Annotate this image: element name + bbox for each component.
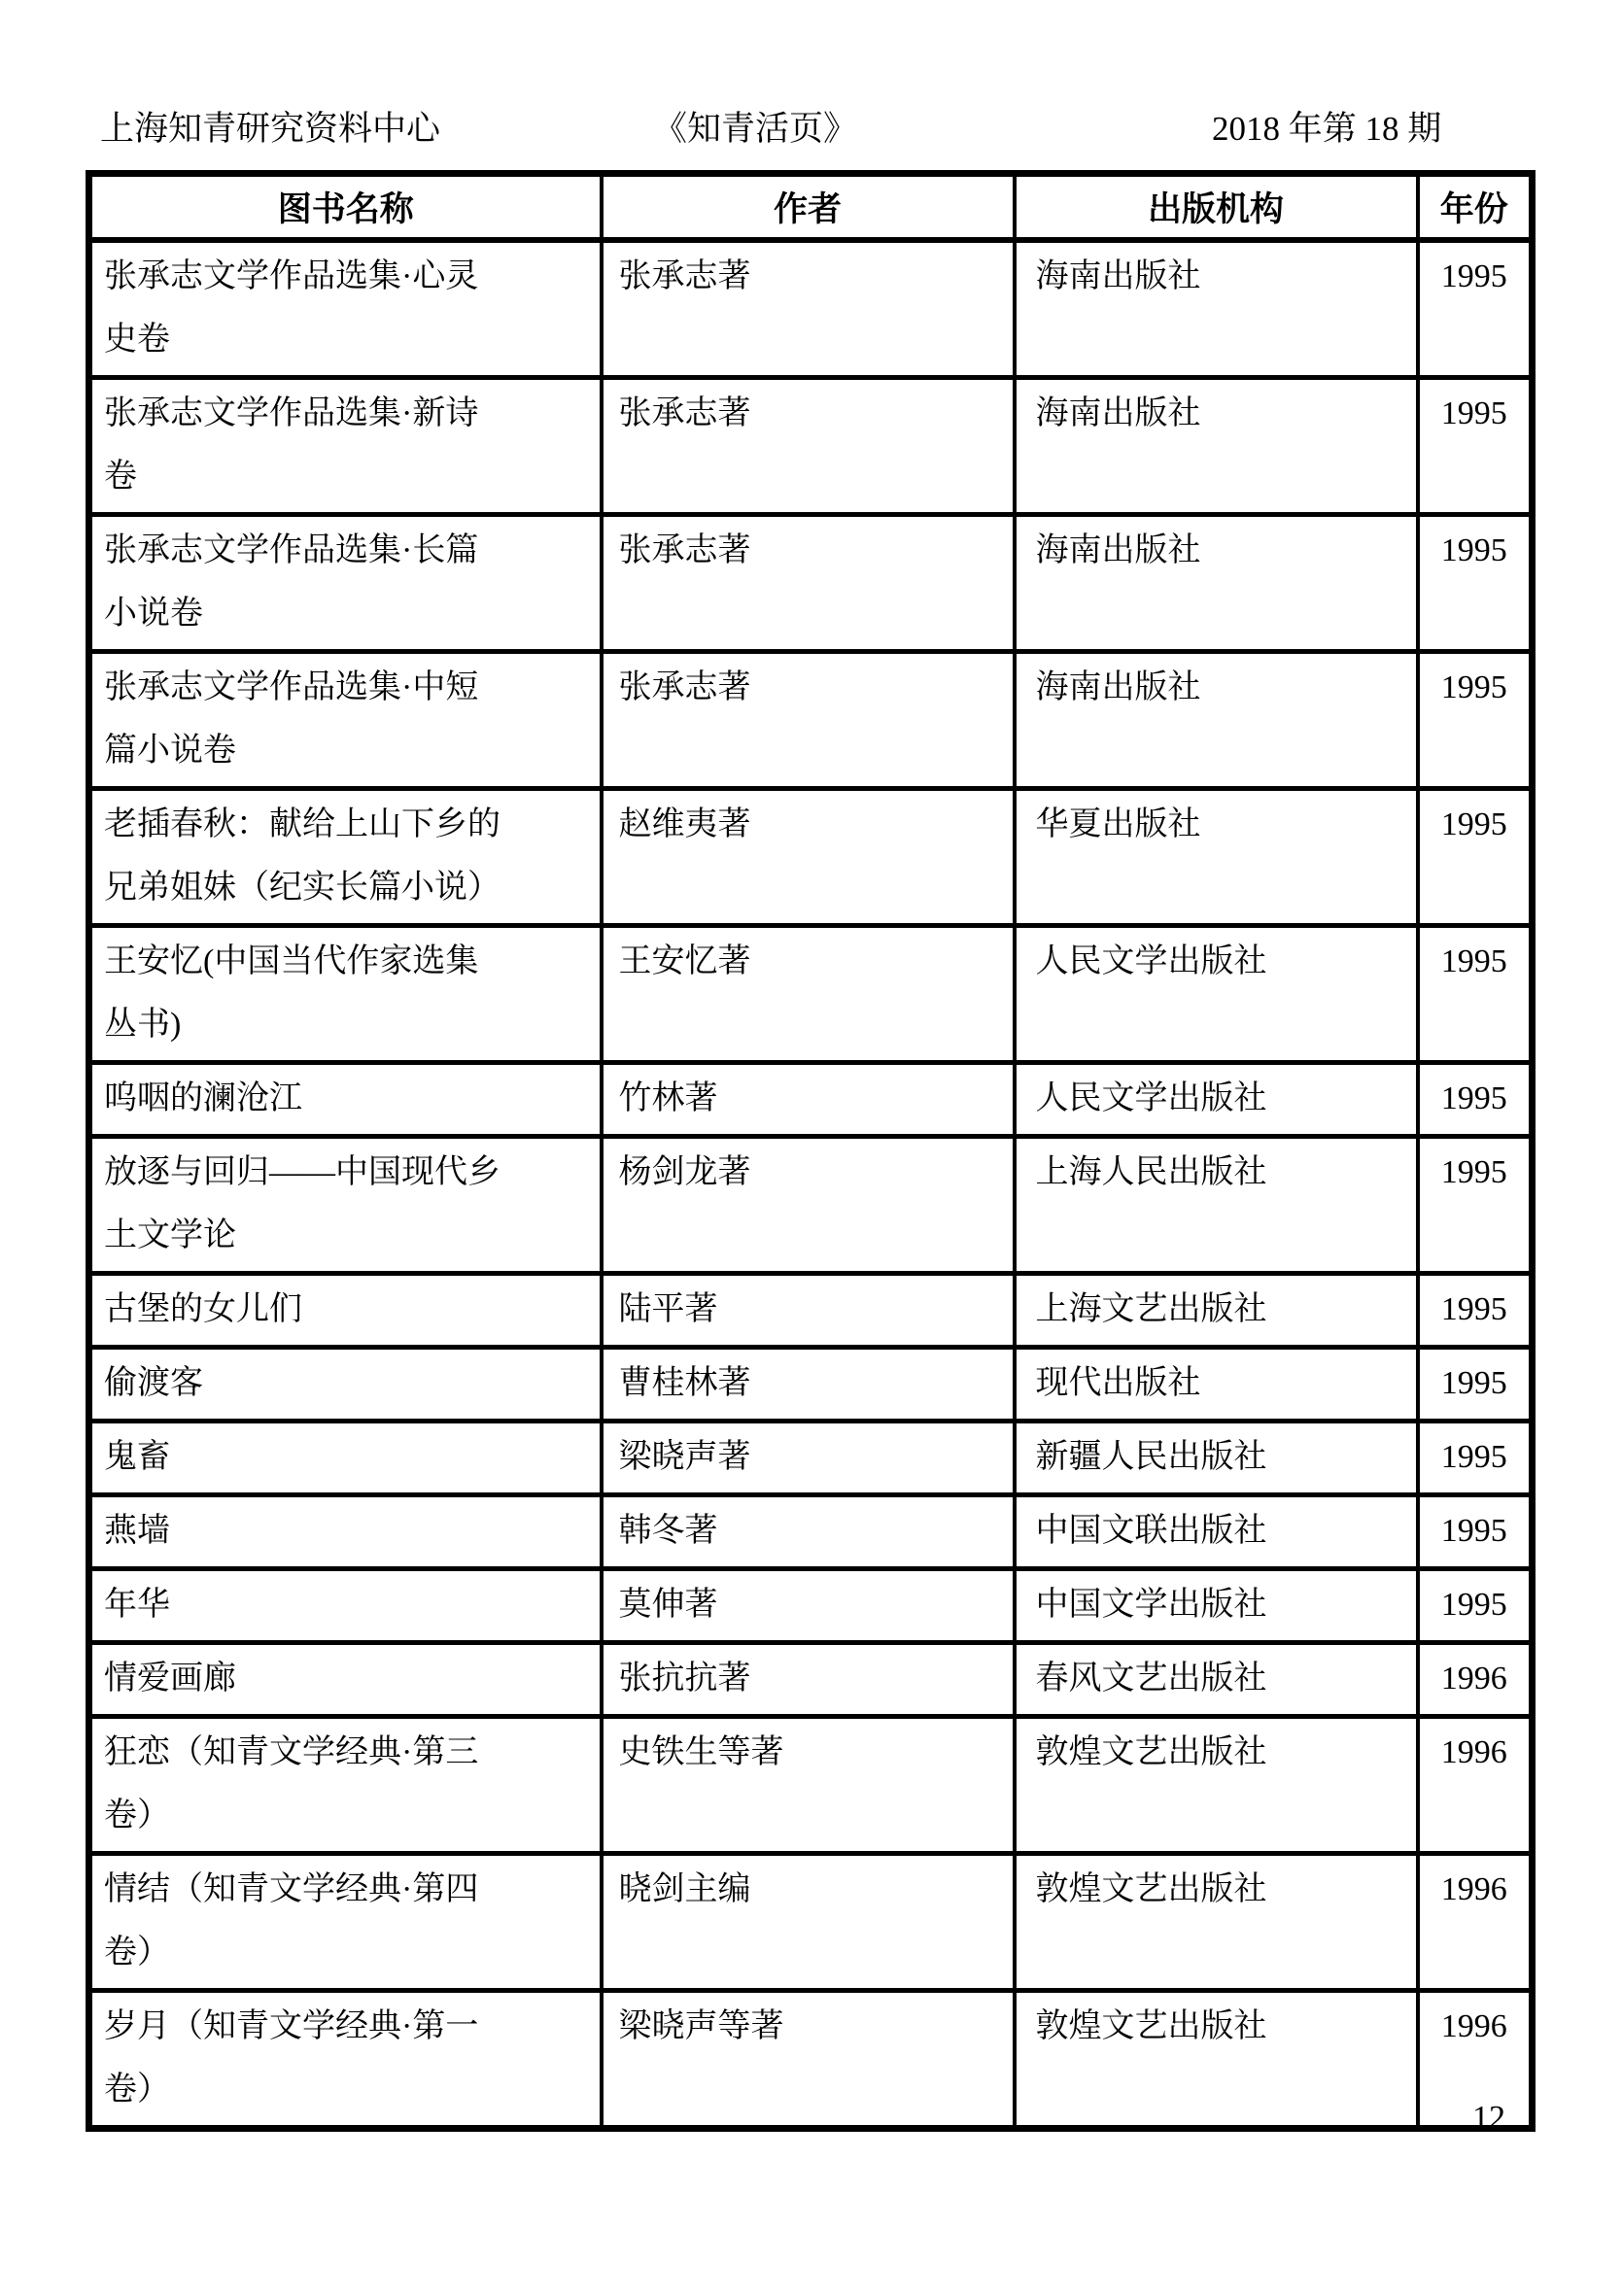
book-publisher-cell: 中国文学出版社 (1015, 1569, 1418, 1643)
book-title: 张承志文学作品选集·长篇小说卷 (104, 532, 479, 632)
column-header-title: 图书名称 (89, 174, 602, 241)
page-number: 12 (1472, 2100, 1505, 2136)
book-year-cell: 1995 (1418, 378, 1533, 515)
book-publisher-cell: 海南出版社 (1015, 240, 1418, 378)
table-row (89, 1569, 1533, 1643)
book-year-cell: 1995 (1418, 789, 1533, 926)
book-publisher-cell: 海南出版社 (1015, 378, 1418, 515)
book-year-cell: 1995 (1418, 926, 1533, 1063)
book-title-cell (89, 1348, 602, 1422)
book-title: 老插春秋：献给上山下乡的兄弟姐妹（纪实长篇小说） (104, 806, 500, 906)
table-row (89, 1854, 1533, 1991)
book-title: 燕墙 (104, 1513, 170, 1549)
book-author-cell: 张抗抗著 (602, 1643, 1015, 1717)
book-year-cell: 1995 (1418, 1422, 1533, 1495)
header-issue-info: 2018 年第 18 期 (1212, 110, 1442, 148)
book-title-cell (89, 1495, 602, 1569)
table-row (89, 1274, 1533, 1348)
book-title: 鬼畜 (104, 1439, 170, 1475)
book-year-cell: 1995 (1418, 515, 1533, 652)
table-row (89, 1717, 1533, 1854)
column-header-year: 年份 (1418, 174, 1533, 241)
book-author-cell: 韩冬著 (602, 1495, 1015, 1569)
table-row (89, 1991, 1533, 2129)
table-row (89, 1422, 1533, 1495)
book-title: 呜咽的澜沧江 (104, 1080, 302, 1116)
book-title-cell (89, 1274, 602, 1348)
book-title-cell (89, 1643, 602, 1717)
header-publication-title: 《知青活页》 (653, 110, 858, 148)
book-title-cell (89, 378, 602, 515)
books-table (86, 170, 1536, 2132)
book-year-cell: 1995 (1418, 1063, 1533, 1137)
header-center-name: 上海知青研究资料中心 (100, 110, 441, 148)
book-publisher-cell: 现代出版社 (1015, 1348, 1418, 1422)
book-publisher-cell: 人民文学出版社 (1015, 1063, 1418, 1137)
column-header-publisher: 出版机构 (1015, 174, 1418, 241)
book-author-cell: 杨剑龙著 (602, 1137, 1015, 1274)
column-header-author: 作者 (602, 174, 1015, 241)
book-title: 情结（知青文学经典·第四卷） (104, 1871, 479, 1970)
table-row (89, 1348, 1533, 1422)
book-publisher-cell: 中国文联出版社 (1015, 1495, 1418, 1569)
table-row (89, 652, 1533, 789)
book-author-cell: 陆平著 (602, 1274, 1015, 1348)
book-year-cell: 1995 (1418, 1274, 1533, 1348)
book-author-cell: 张承志著 (602, 515, 1015, 652)
book-title-cell (89, 1569, 602, 1643)
book-title: 狂恋（知青文学经典·第三卷） (104, 1734, 479, 1833)
book-title-cell (89, 1717, 602, 1854)
book-title: 张承志文学作品选集·心灵史卷 (104, 258, 479, 358)
table-row (89, 240, 1533, 378)
book-publisher-cell: 海南出版社 (1015, 652, 1418, 789)
book-author-cell: 曹桂林著 (602, 1348, 1015, 1422)
table-row (89, 926, 1533, 1063)
book-title-cell (89, 926, 602, 1063)
book-year-cell: 1995 (1418, 1495, 1533, 1569)
book-publisher-cell: 敦煌文艺出版社 (1015, 1717, 1418, 1854)
book-author-cell: 梁晓声等著 (602, 1991, 1015, 2129)
book-title-cell (89, 652, 602, 789)
book-author-cell: 竹林著 (602, 1063, 1015, 1137)
book-year-cell: 1995 (1418, 1137, 1533, 1274)
book-title: 年华 (104, 1587, 170, 1623)
book-publisher-cell: 敦煌文艺出版社 (1015, 1854, 1418, 1991)
book-year-cell: 1996 (1418, 1991, 1533, 2129)
book-title-cell (89, 240, 602, 378)
book-title-cell (89, 1991, 602, 2129)
book-publisher-cell: 敦煌文艺出版社 (1015, 1991, 1418, 2129)
table-row (89, 515, 1533, 652)
book-publisher-cell: 新疆人民出版社 (1015, 1422, 1418, 1495)
book-year-cell: 1995 (1418, 1348, 1533, 1422)
book-publisher-cell: 人民文学出版社 (1015, 926, 1418, 1063)
book-year-cell: 1995 (1418, 1569, 1533, 1643)
book-author-cell: 张承志著 (602, 378, 1015, 515)
table-row (89, 1137, 1533, 1274)
table-row (89, 1643, 1533, 1717)
book-year-cell: 1996 (1418, 1854, 1533, 1991)
book-title-cell (89, 1137, 602, 1274)
table-row (89, 789, 1533, 926)
book-author-cell: 史铁生等著 (602, 1717, 1015, 1854)
book-title: 王安忆(中国当代作家选集丛书) (104, 943, 479, 1043)
book-title: 偷渡客 (104, 1365, 203, 1401)
book-title: 岁月（知青文学经典·第一卷） (104, 2008, 479, 2108)
book-author-cell: 赵维夷著 (602, 789, 1015, 926)
book-publisher-cell: 上海文艺出版社 (1015, 1274, 1418, 1348)
book-title-cell (89, 1063, 602, 1137)
book-author-cell: 张承志著 (602, 240, 1015, 378)
book-publisher-cell: 上海人民出版社 (1015, 1137, 1418, 1274)
running-head (0, 0, 1622, 170)
book-author-cell: 晓剑主编 (602, 1854, 1015, 1991)
book-publisher-cell: 春风文艺出版社 (1015, 1643, 1418, 1717)
book-author-cell: 莫伸著 (602, 1569, 1015, 1643)
book-author-cell: 王安忆著 (602, 926, 1015, 1063)
book-title-cell (89, 1854, 602, 1991)
page-footer (1472, 2099, 1505, 2138)
book-title: 张承志文学作品选集·中短篇小说卷 (104, 669, 479, 769)
book-title-cell (89, 515, 602, 652)
book-author-cell: 张承志著 (602, 652, 1015, 789)
book-title-cell (89, 789, 602, 926)
table-row (89, 378, 1533, 515)
book-year-cell: 1996 (1418, 1643, 1533, 1717)
book-year-cell: 1995 (1418, 652, 1533, 789)
book-title: 放逐与回归——中国现代乡土文学论 (104, 1154, 500, 1253)
book-title-cell (89, 1422, 602, 1495)
book-publisher-cell: 海南出版社 (1015, 515, 1418, 652)
table-header-row (89, 174, 1533, 241)
book-title: 古堡的女儿们 (104, 1291, 302, 1327)
book-author-cell: 梁晓声著 (602, 1422, 1015, 1495)
book-title: 张承志文学作品选集·新诗卷 (104, 395, 479, 495)
book-publisher-cell: 华夏出版社 (1015, 789, 1418, 926)
table-row (89, 1495, 1533, 1569)
book-year-cell: 1996 (1418, 1717, 1533, 1854)
book-title: 情爱画廊 (104, 1661, 236, 1696)
book-year-cell: 1995 (1418, 240, 1533, 378)
table-row (89, 1063, 1533, 1137)
